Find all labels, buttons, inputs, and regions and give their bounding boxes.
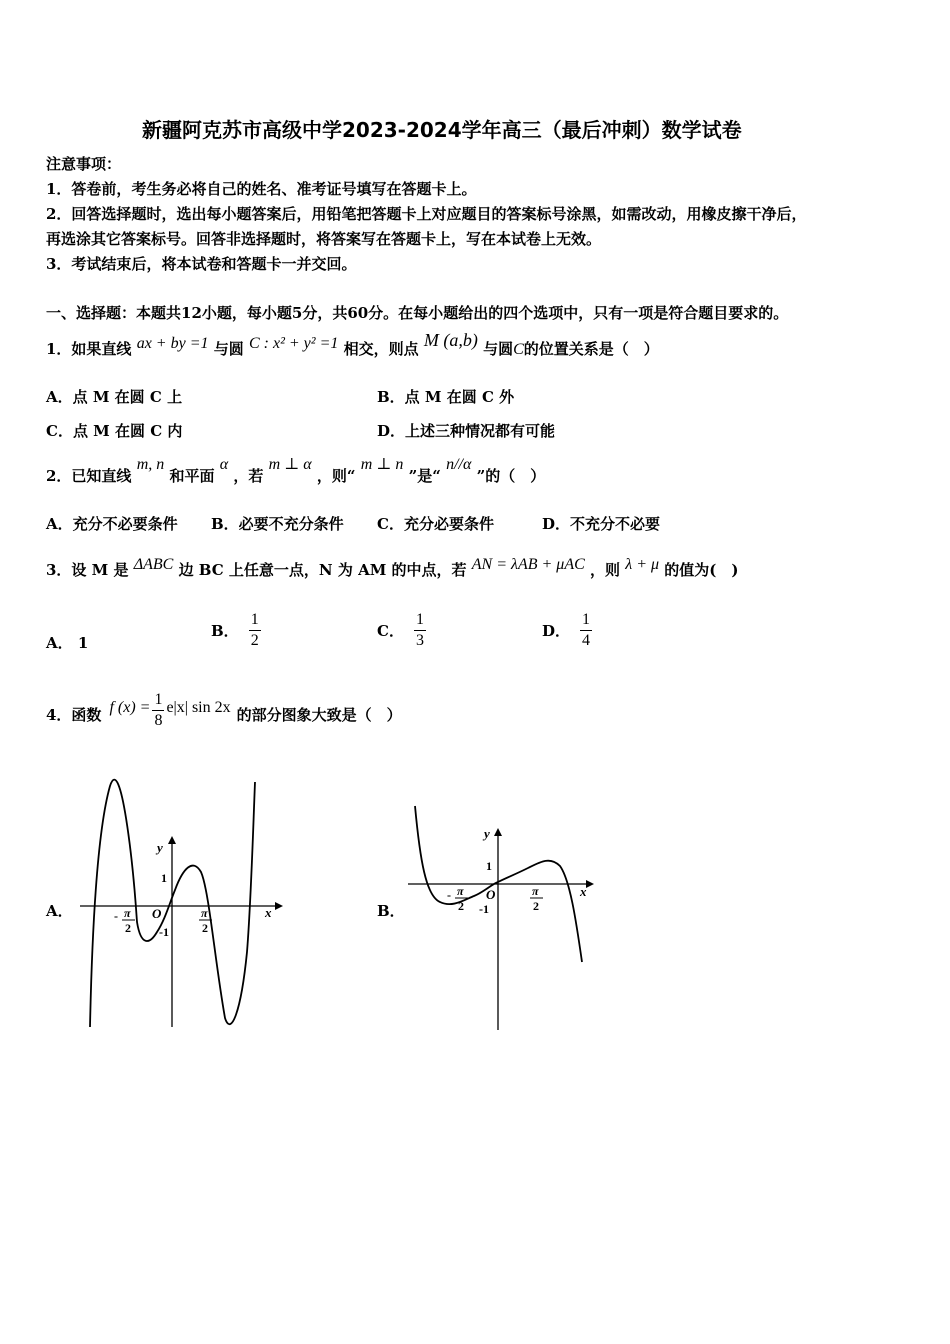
q2-option-d[interactable]: D．不充分不必要 [542,515,661,533]
q4-math-fraction [152,690,164,731]
q1-option-b[interactable]: B．点 M 在圆 C 外 [377,388,515,406]
graph-b-origin-label: O [486,887,496,902]
q1-text-2: 与圆 [213,340,244,358]
q2-math-lines: m, n [136,456,165,473]
graph-a-one-label: 1 [161,871,167,885]
section-heading: 一、选择题：本题共12小题，每小题5分，共60分。在每小题给出的四个选项中，只有一项是符合题目要求的。 [46,304,789,322]
q3-option-b-fraction [249,610,261,651]
q1-math-circle: C : x² + y² =1 [248,335,339,352]
q3-option-d-denominator: 4 [582,631,591,649]
q4-math-numerator: 1 [152,690,164,711]
question-4 [46,690,402,738]
q3-math-sum: λ + μ [625,556,660,573]
q3-option-b-numerator: 1 [249,610,261,631]
q3-option-d-label: D． [542,621,571,640]
notice-item-3: 3．考试结束后，将本试卷和答题卡一并交回。 [46,255,357,273]
q2-text-1: 2．已知直线 [46,467,132,485]
page-title: 新疆阿克苏市高级中学2023-2024学年高三（最后冲刺）数学试卷 [142,118,742,142]
q3-option-a-value: 1 [77,634,89,652]
q4-graph-a[interactable] [75,772,285,1032]
q3-text-1: 3．设 M 是 [46,561,129,579]
q2-option-c[interactable]: C．充分必要条件 [377,515,494,533]
q2-text-4: ，则“ [316,467,356,485]
notice-heading: 注意事项： [46,155,122,173]
graph-a-neg-one-label: -1 [159,925,169,939]
q3-option-c-fraction [414,610,426,651]
graph-a-y-arrow [168,836,176,844]
q1-math-c: C [513,341,524,358]
graph-b-y-arrow [494,828,502,836]
graph-b-pos-pi: π [532,884,539,898]
q4-math-lhs: f (x) = [109,699,151,716]
graph-a-pos-pi: π [201,906,208,920]
q3-text-4: 的值为( ) [664,561,739,579]
q3-option-c-label: C． [377,621,404,640]
q3-text-2: 边 BC 上任意一点，N 为 AM 的中点，若 [178,561,467,579]
graph-b-y-label: y [484,826,490,841]
q2-option-a[interactable]: A．充分不必要条件 [46,515,178,533]
q3-option-a-label: A． [46,634,73,652]
graph-b-neg-sign: - [447,888,451,902]
q4-option-b-label[interactable]: B． [377,902,405,920]
q1-text-3: 相交，则点 [343,340,419,358]
notice-item-2b: 再选涂其它答案标号。回答非选择题时，将答案写在答题卡上，写在本试卷上无效。 [46,230,602,248]
question-3 [46,556,738,585]
q3-option-c-denominator: 3 [415,631,424,649]
q1-math-line: ax + by =1 [136,335,209,352]
q2-text-5: ”是“ [408,467,441,485]
graph-b-neg-pi: π [457,884,464,898]
graph-b-neg-two: 2 [458,899,464,913]
q2-math-plane: α [219,456,229,473]
q2-text-3: ，若 [233,467,264,485]
q1-text-5: 的位置关系是（ ） [523,340,659,358]
q4-math-denominator: 8 [154,711,163,729]
q3-option-b[interactable] [211,608,261,652]
q2-math-m-perp-alpha: m ⊥ α [268,456,312,473]
q3-option-b-denominator: 2 [250,631,259,649]
q2-option-b[interactable]: B．必要不充分条件 [211,515,344,533]
notice-item-1: 1．答卷前，考生务必将自己的姓名、准考证号填写在答题卡上。 [46,180,477,198]
q2-math-n-parallel: n//α [446,456,472,473]
q4-graph-b[interactable] [400,800,600,1040]
q3-math-vector-eq: AN = λAB + μAC [471,556,585,573]
q3-option-c[interactable] [377,608,426,652]
graph-a-neg-sign: - [114,909,118,923]
graph-a-x-arrow [275,902,283,910]
graph-b-pos-two: 2 [533,899,539,913]
graph-b-neg-one-label: -1 [479,902,489,916]
graph-a-neg-pi: π [124,906,131,920]
q4-option-a-label[interactable]: A． [46,902,73,920]
question-2 [46,456,546,491]
q2-text-2: 和平面 [169,467,215,485]
graph-a-y-label: y [157,840,163,855]
q4-text-2: 的部分图象大致是（ ） [236,705,402,724]
graph-b-one-label: 1 [486,859,492,873]
q2-text-6: ”的（ ） [476,467,546,485]
graph-b-x-label: x [580,884,587,899]
q3-option-d-fraction [580,610,592,651]
q3-text-3: ，则 [590,561,621,579]
q3-option-a[interactable] [46,632,88,653]
question-1 [46,330,659,364]
graph-b-x-arrow [586,880,594,888]
q1-option-a[interactable]: A．点 M 在圆 C 上 [46,388,183,406]
q1-text-1: 1．如果直线 [46,340,132,358]
q3-option-c-numerator: 1 [414,610,426,631]
graph-a-pos-two: 2 [202,921,208,935]
q3-option-b-label: B． [211,621,239,640]
q3-option-d[interactable] [542,608,592,652]
q4-math-rhs: e|x| sin 2x [166,699,231,716]
q1-text-4: 与圆 [483,340,514,358]
graph-a-neg-two: 2 [125,921,131,935]
q3-option-d-numerator: 1 [580,610,592,631]
q3-math-triangle: ΔABC [133,556,174,573]
q4-text-1: 4．函数 [46,705,102,724]
q1-option-c[interactable]: C．点 M 在圆 C 内 [46,422,183,440]
q1-option-d[interactable]: D．上述三种情况都有可能 [377,422,556,440]
q1-math-point: M (a,b) [423,330,478,350]
q2-math-m-perp-n: m ⊥ n [360,456,404,473]
graph-a-x-label: x [265,905,272,920]
notice-item-2a: 2．回答选择题时，选出每小题答案后，用铅笔把答题卡上对应题目的答案标号涂黑，如需改动，用橡皮擦干净后， [46,205,807,223]
graph-a-origin-label: O [152,906,162,921]
